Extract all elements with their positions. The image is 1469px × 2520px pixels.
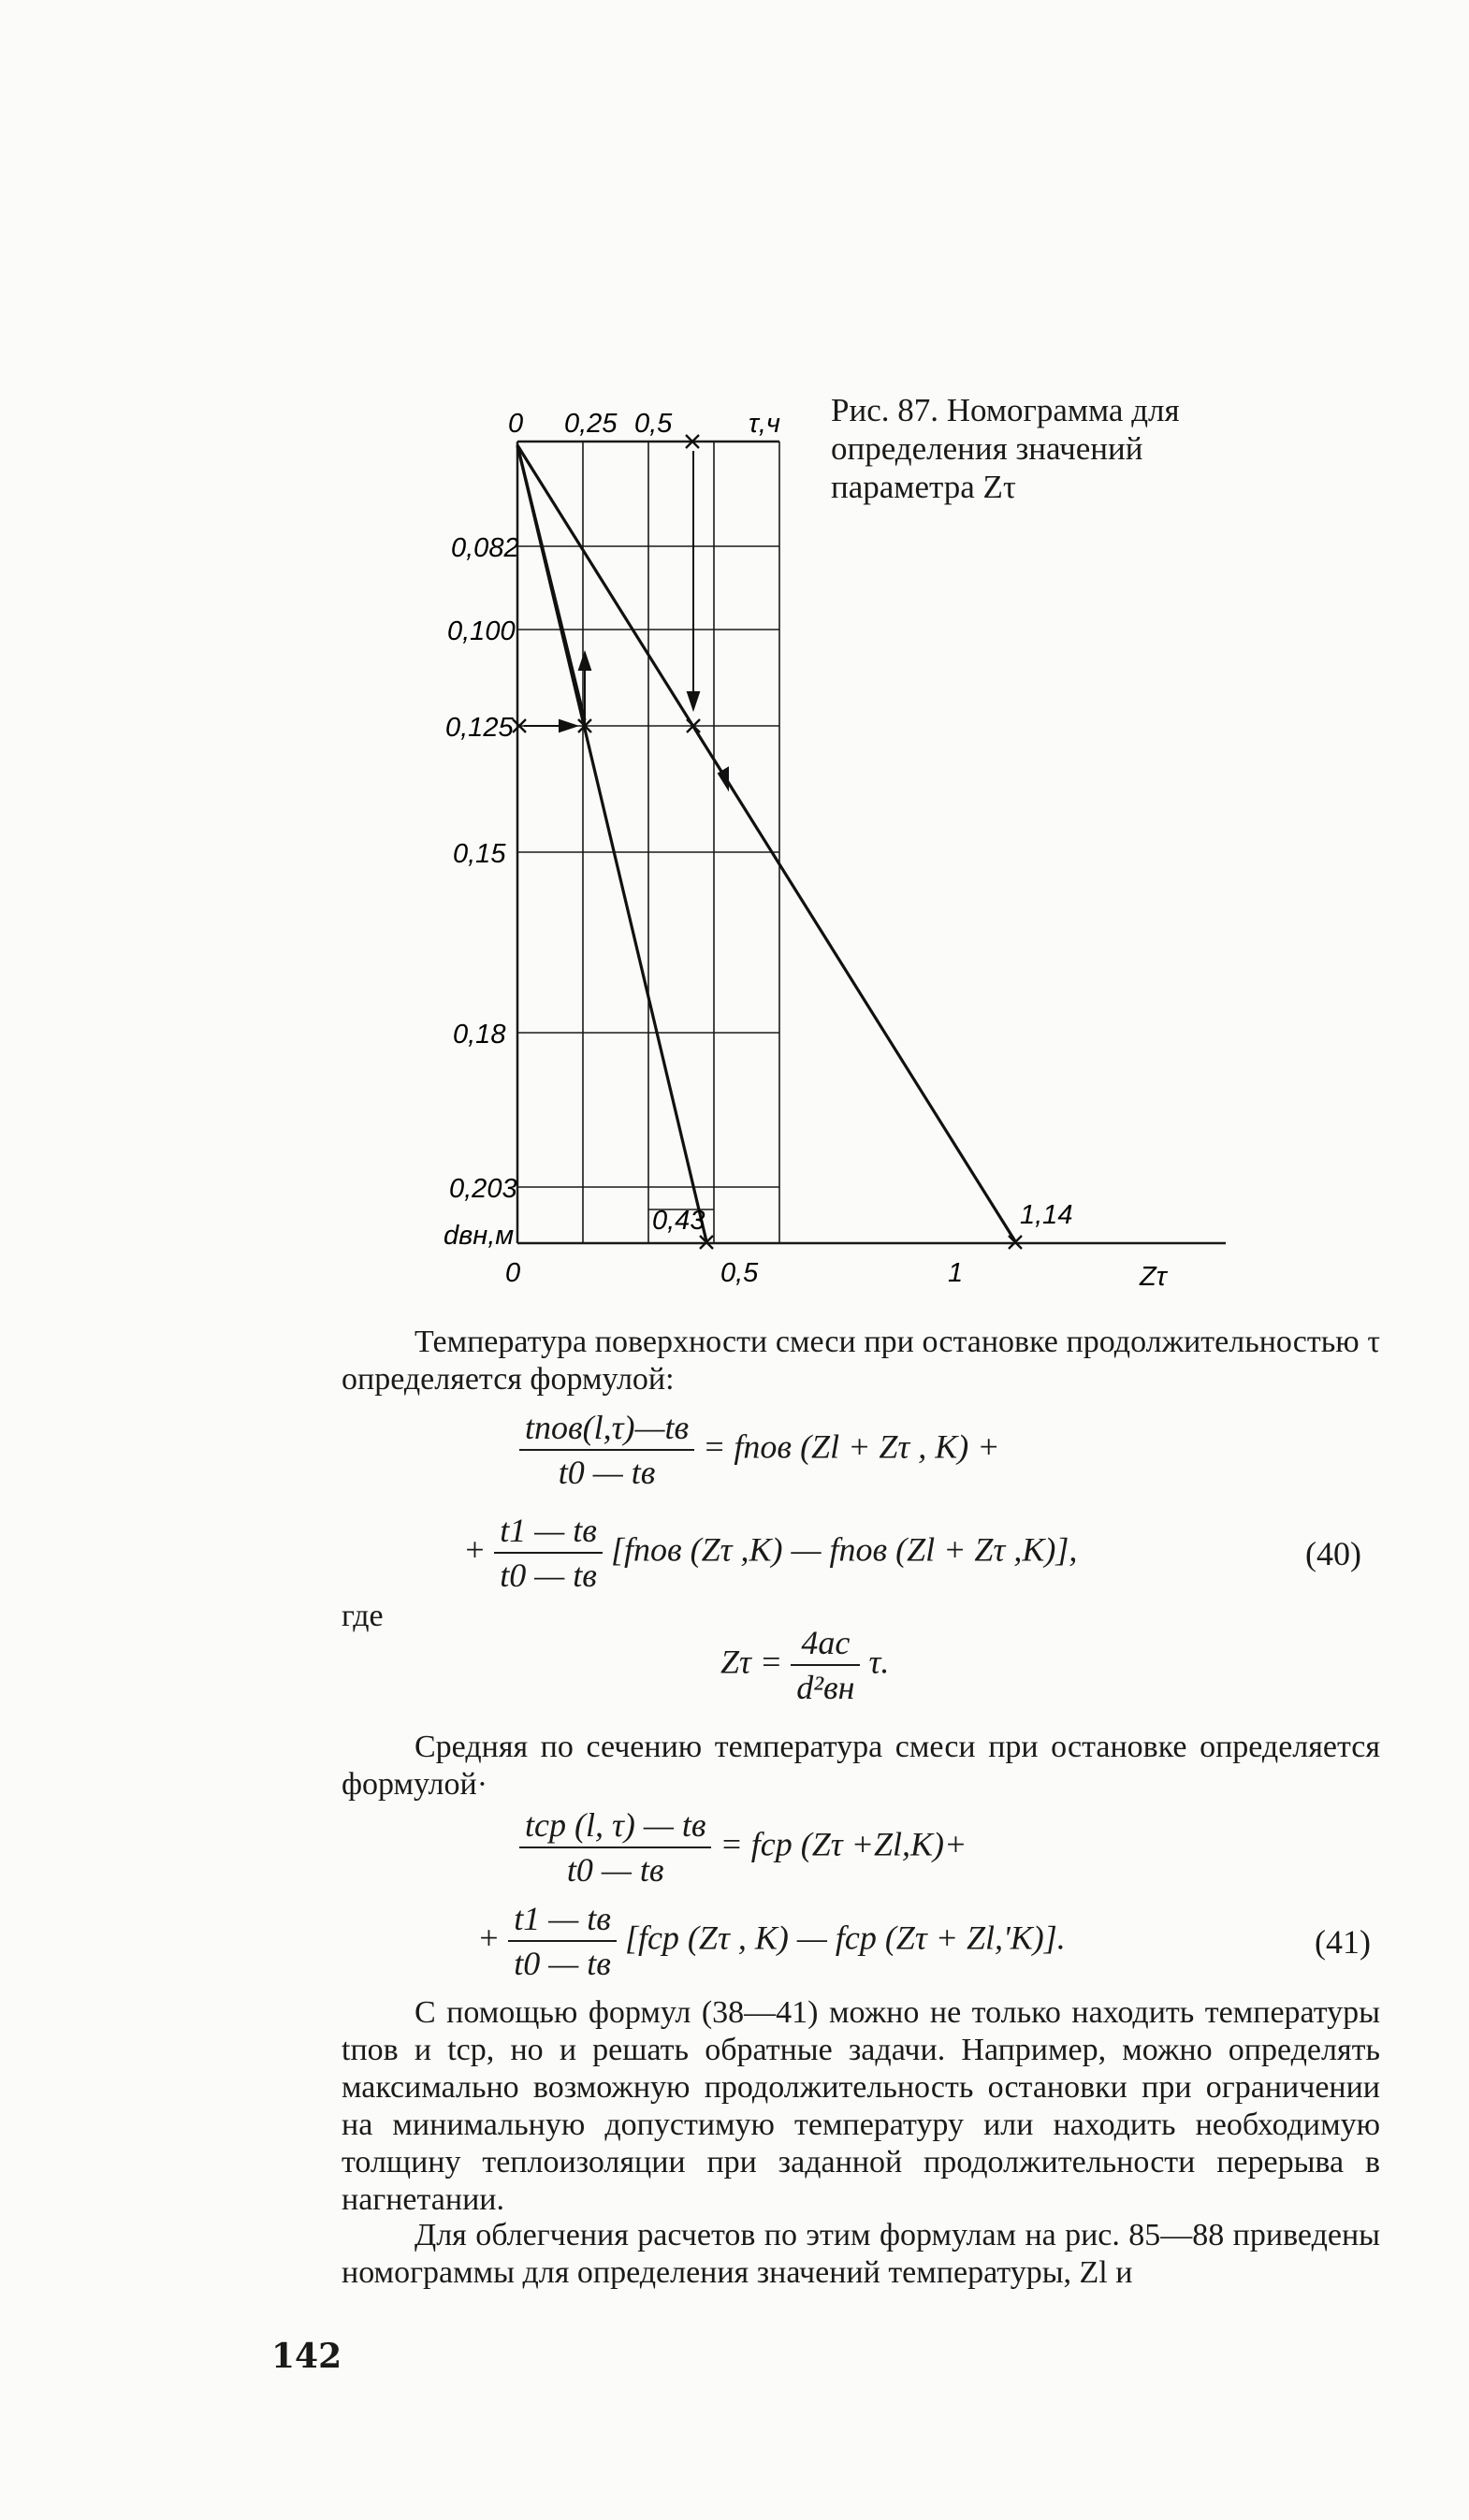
bottom-label-05: 0,5 xyxy=(720,1258,759,1288)
left-label-0125: 0,125 xyxy=(445,713,514,743)
page-number: 142 xyxy=(271,2337,342,2376)
paragraph-2 xyxy=(342,1729,1380,1803)
eq41-l2-rhs: [fср (Zτ , K) — fср (Zτ + Zl,'K)]. xyxy=(624,1919,1066,1957)
bottom-label-0: 0 xyxy=(505,1258,521,1288)
equation-41-line1 xyxy=(519,1805,967,1890)
eq41-l1-den: t0 — tв xyxy=(566,1851,664,1889)
eq41-l1-num: tср (l, τ) — tв xyxy=(519,1805,711,1848)
eq40-l2-den: t0 — tв xyxy=(500,1557,597,1594)
left-label-0082: 0,082 xyxy=(451,533,519,563)
paragraph-4 xyxy=(342,2217,1380,2292)
eq41-l1-rhs: = fср (Zτ +Zl,K)+ xyxy=(720,1825,967,1863)
where-word: где xyxy=(342,1599,384,1633)
bottom-label-1: 1 xyxy=(948,1258,964,1288)
point-label-114: 1,14 xyxy=(1020,1200,1073,1230)
eq40-l1-den: t0 — tв xyxy=(558,1454,656,1491)
equation-40-number: (40) xyxy=(1305,1535,1361,1572)
left-label-0203: 0,203 xyxy=(449,1174,517,1204)
line-left-to-mark xyxy=(517,445,585,720)
eqz-lhs: Zτ = xyxy=(720,1643,783,1681)
paragraph-3 xyxy=(342,1994,1380,2219)
bottom-label-ztau: Zτ xyxy=(1140,1262,1167,1292)
equation-41-number: (41) xyxy=(1315,1923,1371,1961)
equation-40-line1 xyxy=(519,1408,1000,1492)
paragraph-4-text: Для облегчения расчетов по этим формулам на рис. 85—88 приведены номограммы для определения значений температуры, Zl и xyxy=(342,2218,1380,2290)
eqz-num: 4ac xyxy=(791,1623,860,1666)
left-label-0100: 0,100 xyxy=(447,616,516,646)
top-label-tau: τ,ч xyxy=(749,409,780,439)
eq40-l1-num: tпов(l,τ)—tв xyxy=(519,1408,694,1451)
figure-caption: Рис. 87. Номограмма для определения значений параметра Zτ xyxy=(831,392,1180,505)
eq41-l2-den: t0 — tв xyxy=(514,1945,611,1982)
equation-40-line2: + $\frac{t1 — tв}{t0 — tв}$ [fпов (Zτ ,K) — fпов (Zl + Zτ ,K)], xyxy=(463,1512,1078,1594)
eqz-rhs: τ. xyxy=(868,1643,890,1681)
eq40-l2-num: t1 — tв xyxy=(494,1511,603,1554)
left-label-018: 0,18 xyxy=(453,1020,506,1050)
paragraph-2-text: Средняя по сечению температура смеси при остановке определяется формулой· xyxy=(342,1730,1380,1802)
top-label-0: 0 xyxy=(508,409,524,439)
paragraph-1 xyxy=(342,1324,1380,1398)
paragraph-1-text: Температура поверхности смеси при остановке продолжительностью τ определяется формулой: xyxy=(342,1325,1380,1397)
eq41-l2-num: t1 — tв xyxy=(508,1899,617,1942)
equation-ztau xyxy=(720,1623,889,1707)
left-label-015: 0,15 xyxy=(453,839,506,869)
top-label-025: 0,25 xyxy=(564,409,618,439)
eq40-l1-rhs: = fпов (Zl + Zτ , K) + xyxy=(703,1427,1000,1466)
left-label-dvn: dвн,м xyxy=(444,1221,515,1251)
equation-41-line2: + $\frac{t1 — tв}{t0 — tв}$ [fср (Zτ , K) — fср (Zτ + Zl,'K)]. xyxy=(477,1900,1066,1982)
paragraph-3-text: С помощью формул (38—41) можно не только находить температуры tпов и tср, но и решать обратные задачи. Например, можно определять максимально возможную продолжительность остановки при ограничении на минимальную допустимую температуру или находить необходимую толщину теплоизоляции при заданной продолжительности перерыва в нагнетании. xyxy=(342,1995,1380,2217)
eqz-den: d²вн xyxy=(796,1669,855,1706)
line-to-114 xyxy=(517,445,1015,1241)
top-label-05: 0,5 xyxy=(634,409,673,439)
eq40-l2-rhs: [fпов (Zτ ,K) — fпов (Zl + Zτ ,K)], xyxy=(610,1530,1078,1569)
point-label-043: 0,43 xyxy=(652,1206,705,1236)
